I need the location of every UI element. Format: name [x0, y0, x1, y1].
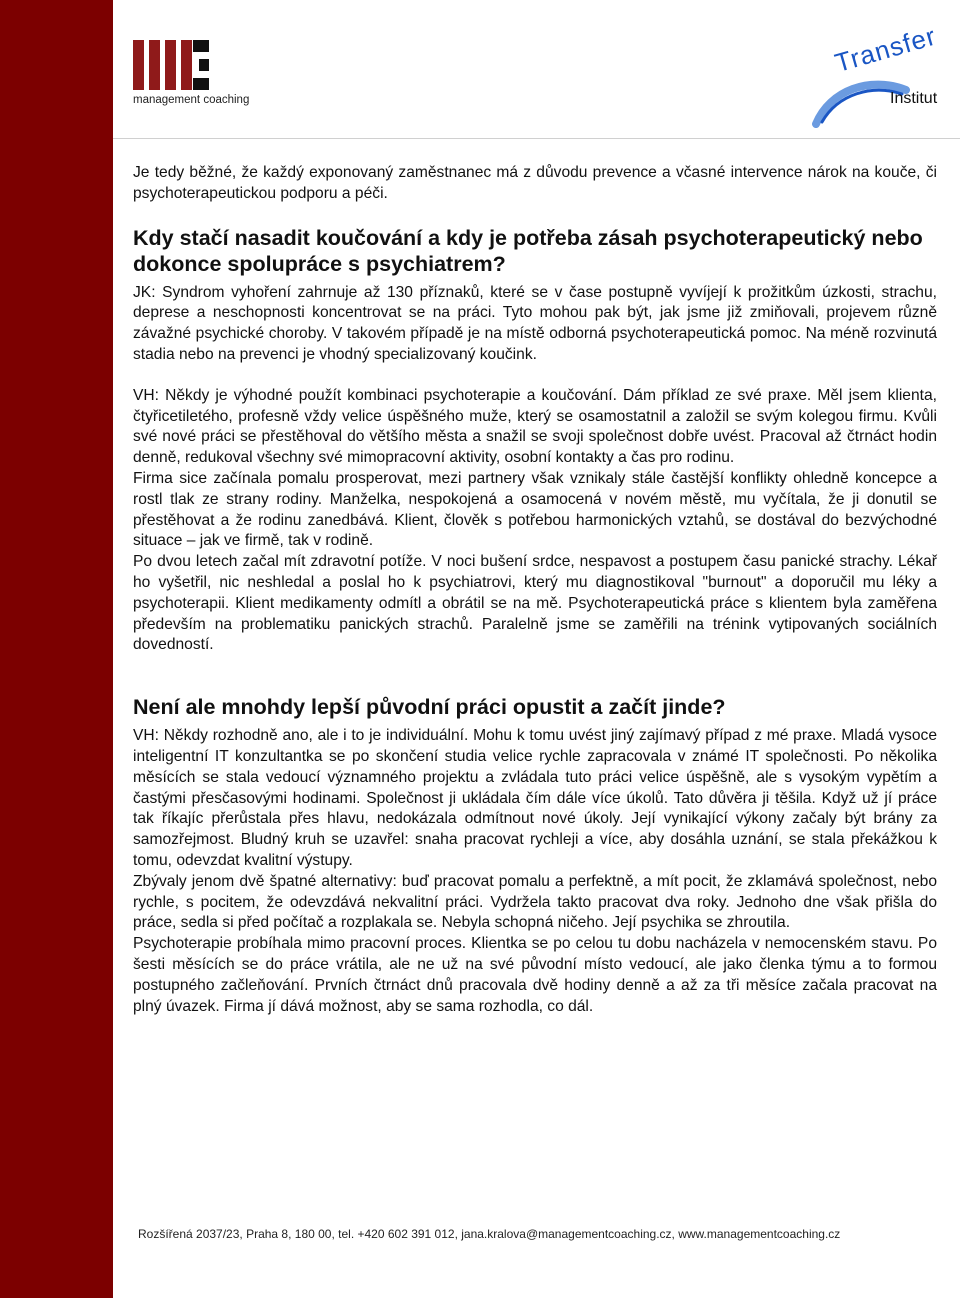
speaker-label-vh-2: VH:: [133, 727, 159, 745]
vh-answer-2-paragraph: [133, 726, 937, 872]
question-2-heading: Není ale mnohdy lepší původní práci opustit a začít jinde?: [133, 695, 726, 720]
transfer-logo-text: Transfer: [831, 20, 940, 79]
institut-logo-text: Institut: [890, 90, 938, 107]
vh-answer-2-paragraph-2: Zbývaly jenom dvě špatné alternativy: buď pracovat pomalu a perfektně, a mít pocit, že zklamává společnost, nebo rychle, s pocitem, že odevzdává nekvalitní práci. Vydržela takto pracovat dva roky. Jednoho dne však přišla do práce, sedla si před počítač a rozplakala se. Nebyla schopná ničeho. Její psychika se zhroutila.: [133, 872, 937, 932]
intro-paragraph: Je tedy běžné, že každý exponovaný zaměstnanec má z důvodu prevence a včasné intervence nárok na kouče, či psychoterapeutickou podporu a péči.: [133, 164, 937, 202]
footer-contact: Rozšířená 2037/23, Praha 8, 180 00, tel. +420 602 391 012, jana.kralova@managementcoaching.cz, www.managementcoaching.cz: [138, 1227, 841, 1241]
vh-answer-paragraph-2: Firma sice začínala pomalu prosperovat, mezi partnery však vznikaly stále častější konflikty ohledně koncepce a rostl tlak ze strany rodiny. Manželka, nespokojená a osamocená v novém městě, mu vyčítala, že ji donutil se přestěhovat a že rodinu zanedbává. Klient, člověk s potřebou harmonických vztahů, se dostával do bezvýchodné situace – jak ve firmě, tak v rodině.: [133, 469, 937, 550]
transfer-institut-logo: [810, 20, 960, 130]
vh-answer-text: Někdy je výhodné použít kombinaci psychoterapie a koučování. Dám příklad ze své praxe. Měl jsem klienta, čtyřicetiletého, profesně vždy velice úspěšného muže, který se osamostatnil a založil se svým kolegou firmu. Kvůli své nové práci se přestěhoval do většího města a snažil se svoji společnost dobře uvést. Pracoval až čtrnáct hodin denně, redukoval všechny své mimopracovní aktivity, osobní kontakty a čas pro rodinu.: [133, 386, 937, 467]
management-coaching-logo: [133, 40, 273, 115]
vh-answer-paragraph: [133, 386, 937, 469]
vh-answer-paragraph-3: Po dvou letech začal mít zdravotní potíže. V noci bušení srdce, nespavost a postupem času panické strachy. Lékař ho vyšetřil, nic neshledal a poslal ho k psychiatrovi, který mu diagnostikoval "burnout" a doporučil mu léky a psychoterapii. Klient medikamenty odmítl a obrátil se na mě. Psychoterapeutická práce s klientem byla zaměřena především na problematiku panických strachů. Paralelně jsme se zaměřili na trénink vytipovaných sociálních dovedností.: [133, 553, 937, 654]
speaker-label-vh: VH:: [133, 386, 159, 404]
speaker-label-jk: JK:: [133, 283, 156, 301]
article-body: [133, 163, 937, 1017]
left-side-bar: [0, 0, 113, 1298]
vh-answer-2-paragraph-3: Psychoterapie probíhala mimo pracovní proces. Klientka se po celou tu dobu nacházela v nemocenském stavu. Po šesti měsících se do práce vrátila, ale ne už na své původní místo vedoucí, ale jako členka týmu a to formou postupného začleňování. Prvních čtrnáct dnů pracovala dvě hodiny denně a až za tři měsíce začala pracovat na plný úvazek. Firma jí dává možnost, aby se sama rozhodla, co dál.: [133, 935, 937, 1015]
jk-answer-paragraph: [133, 283, 937, 366]
question-1-heading: Kdy stačí nasadit koučování a kdy je potřeba zásah psychoterapeutický nebo dokonce spolupráce s psychiatrem?: [133, 225, 923, 276]
management-coaching-logo-text: management coaching: [133, 94, 250, 106]
jk-answer-text: Syndrom vyhoření zahrnuje až 130 příznaků, které se v čase postupně vyvíjejí k prožitkům úzkosti, strachu, deprese a neschopnosti koncentrovat se na práci. Tyto mohou pak být, jak jsme již zmiňovali, projevem různě závažné psychické choroby. V takovém případě je na místě odborná psychoterapeutická pomoc. Na méně rozvinutá stadia nebo na prevenci je vhodný specializovaný koučink.: [133, 283, 937, 363]
vh-answer-2-text: Někdy rozhodně ano, ale i to je individuální. Mohu k tomu uvést jiný zajímavý případ z mé praxe. Mladá vysoce inteligentní IT konzultantka se po skončení studia velice rychle zapracovala v známé IT společnosti. Po několika měsících se stala vedoucí významného projektu a zvládala tuto práci velice úspěšně, ale s vysokým vypětím a častými přesčasovými hodinami. Společnost ji ukládala čím dále více úkolů. Tato důvěra ji těšila. Když už jí práce tak říkajíc přerůstala přes hlavu, nedokázala odmítnout nové úkoly. Její vynikající výkony začaly být brány za samozřejmost. Bludný kruh se uzavřel: snaha pracovat rychleji a více, aby dosáhla uznání, se stala překážkou k tomu, odevzdat kvalitní výstupy.: [133, 727, 937, 869]
header-divider: [113, 138, 960, 139]
